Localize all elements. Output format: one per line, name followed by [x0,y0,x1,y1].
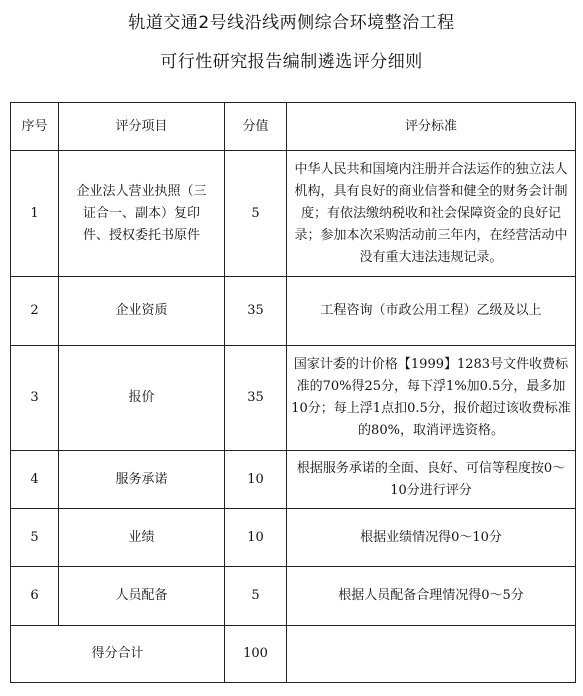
row-score: 10 [225,451,287,509]
total-label: 得分合计 [11,626,225,683]
table-row [11,509,576,567]
header-criteria: 评分标准 [287,103,576,151]
row-seq: 1 [11,151,59,277]
row-criteria: 根据服务承诺的全面、良好、可信等程度按0～10分进行评分 [287,451,576,509]
row-seq: 3 [11,346,59,451]
row-item: 企业资质 [59,277,225,346]
header-score: 分值 [225,103,287,151]
row-criteria: 中华人民共和国境内注册并合法运作的独立法人机构，具有良好的商业信誉和健全的财务会计制度；有依法缴纳税收和社会保障资金的良好记录；参加本次采购活动前三年内，在经营活动中没有重大违法违规记录。 [287,151,576,277]
row-seq: 2 [11,277,59,346]
row-item: 企业法人营业执照（三证合一、副本）复印件、授权委托书原件 [59,151,225,277]
row-criteria: 工程咨询（市政公用工程）乙级及以上 [287,277,576,346]
total-score: 100 [225,626,287,683]
row-item: 业绩 [59,509,225,567]
row-score: 10 [225,509,287,567]
header-item: 评分项目 [59,103,225,151]
row-score: 35 [225,346,287,451]
scoring-table [10,102,576,683]
document-title-line1: 轨道交通2号线沿线两侧综合环境整治工程 [128,13,455,33]
row-seq: 6 [11,567,59,626]
row-criteria: 根据人员配备合理情况得0～5分 [287,567,576,626]
total-criteria [287,626,576,683]
row-score: 5 [225,567,287,626]
table-row [11,451,576,509]
table-header-row [11,103,576,151]
table-row [11,277,576,346]
row-seq: 5 [11,509,59,567]
document-title-line2: 可行性研究报告编制遴选评分细则 [160,52,423,72]
row-criteria: 根据业绩情况得0～10分 [287,509,576,567]
header-seq: 序号 [11,103,59,151]
row-item: 人员配备 [59,567,225,626]
row-seq: 4 [11,451,59,509]
row-item: 服务承诺 [59,451,225,509]
row-score: 5 [225,151,287,277]
row-criteria: 国家计委的计价格【1999】1283号文件收费标准的70%得25分，每下浮1%加0.5分，最多加10分；每上浮1点扣0.5分，报价超过该收费标准的80%，取消评选资格。 [287,346,576,451]
table-row [11,346,576,451]
table-row [11,151,576,277]
total-row [11,626,576,683]
row-score: 35 [225,277,287,346]
table-row [11,567,576,626]
row-item: 报价 [59,346,225,451]
